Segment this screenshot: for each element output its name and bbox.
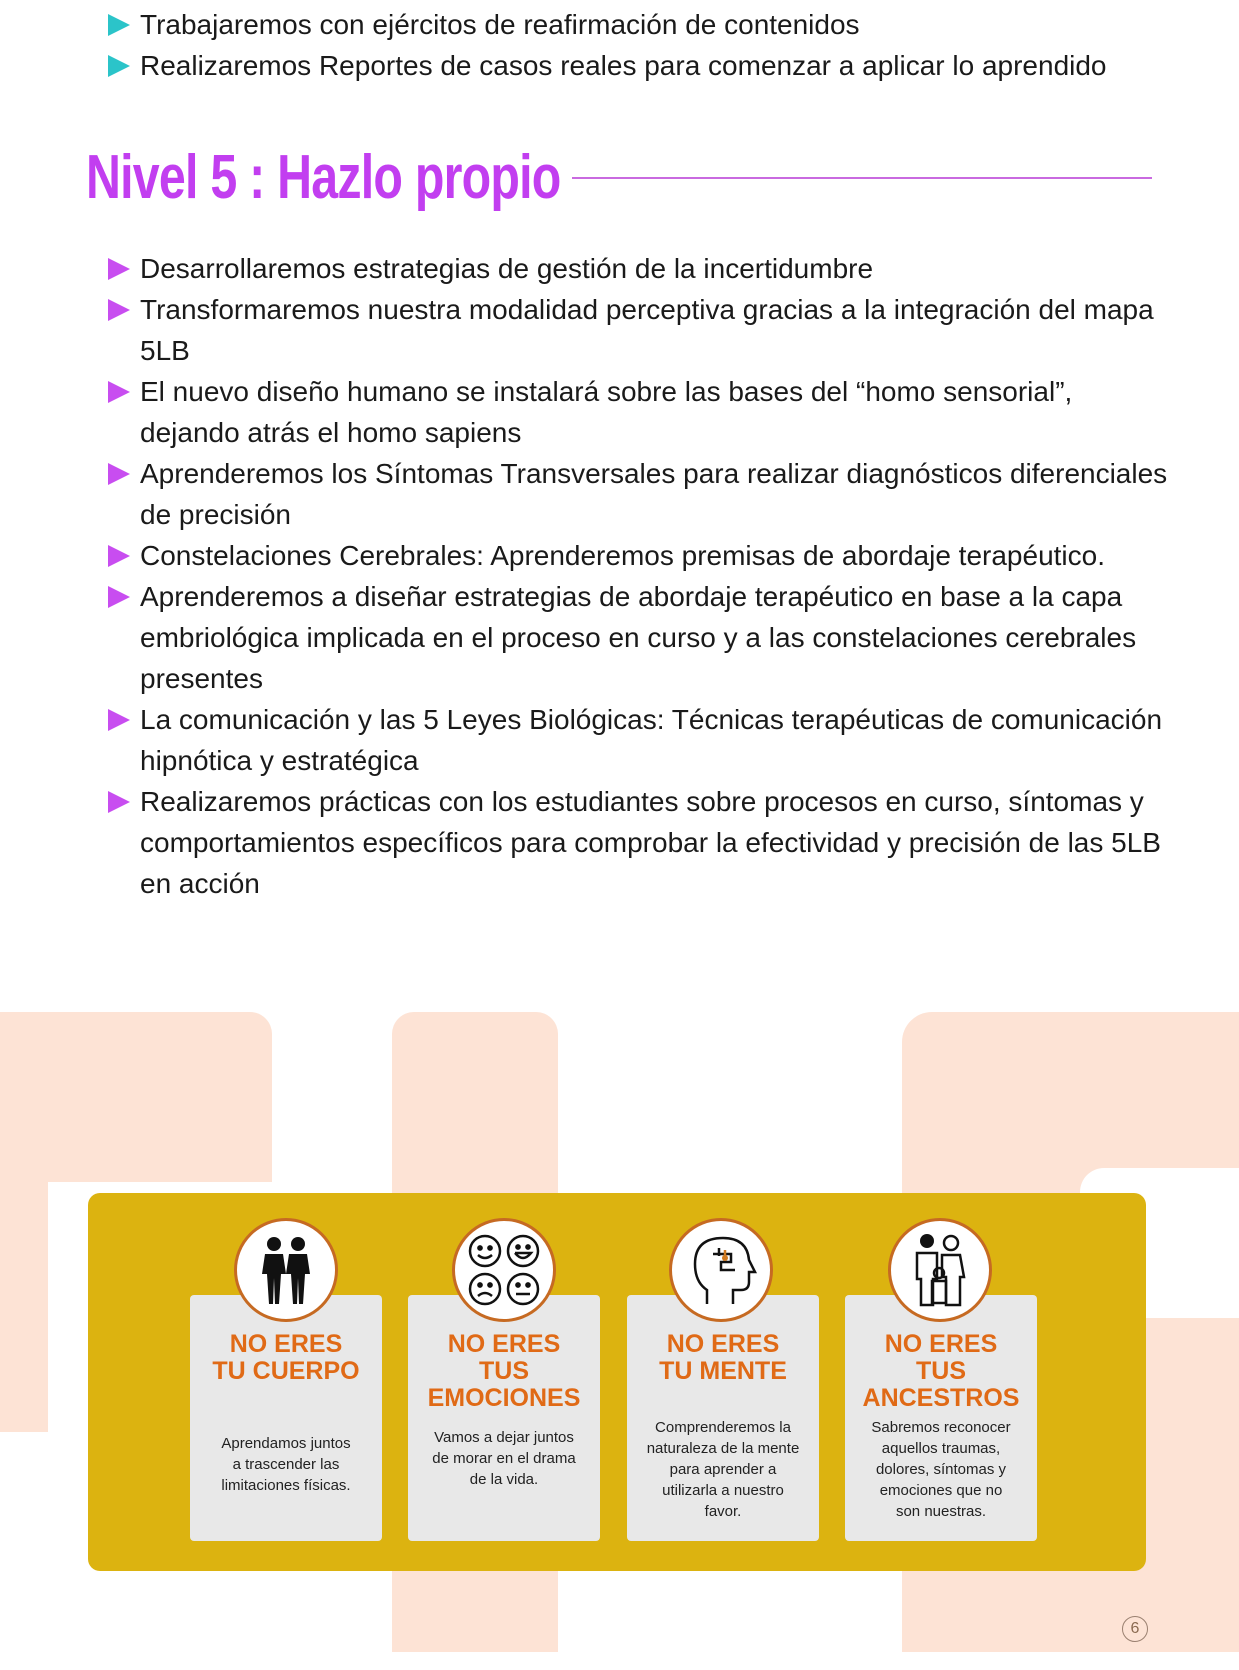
list-item-text: Constelaciones Cerebrales: Aprenderemos premisas de abordaje terapéutico. xyxy=(140,540,1105,571)
card-title-line: NO ERES xyxy=(884,1330,998,1358)
bullet-triangle-icon xyxy=(108,381,130,403)
bullet-triangle-icon xyxy=(108,586,130,608)
card-description-line: son nuestras. xyxy=(895,1503,987,1520)
page-number: 6 xyxy=(1122,1616,1148,1642)
card-title-line: NO ERES xyxy=(229,1330,343,1358)
list-item xyxy=(108,576,1168,699)
card-description-line: Comprenderemos la xyxy=(655,1419,791,1436)
card-description-line: naturaleza de la mente xyxy=(646,1440,800,1457)
list-item-text: Aprenderemos a diseñar estrategias de abordaje terapéutico en base a la capa embriológica implicada en el proceso en curso y a las constelaciones cerebrales presentes xyxy=(140,581,1137,694)
card-title xyxy=(190,1331,382,1385)
card-description-line: Aprendamos juntos xyxy=(221,1435,351,1452)
card-description-line: Sabremos reconocer xyxy=(871,1419,1011,1436)
card-description xyxy=(200,1433,372,1496)
list-item-text: El nuevo diseño humano se instalará sobre las bases del “homo sensorial”, dejando atrás el homo sapiens xyxy=(140,376,1073,448)
card-description-line: aquellos traumas, xyxy=(881,1440,1001,1457)
card-description-line: limitaciones físicas. xyxy=(221,1477,351,1494)
list-item xyxy=(108,248,1168,289)
card-description-line: de morar en el drama xyxy=(432,1450,576,1467)
card-description-line: de la vida. xyxy=(469,1471,539,1488)
feature-card-body xyxy=(190,1295,382,1541)
card-title-line: TU MENTE xyxy=(659,1357,787,1385)
card-description xyxy=(418,1427,590,1490)
list-item xyxy=(108,4,1218,45)
card-description-line: dolores, síntomas y xyxy=(875,1461,1007,1478)
list-item xyxy=(108,289,1168,371)
card-title-line: NO ERES xyxy=(447,1330,561,1358)
list-item xyxy=(108,45,1218,86)
list-item-text: Realizaremos Reportes de casos reales para comenzar a aplicar lo aprendido xyxy=(140,50,1107,81)
card-title-line: TUS xyxy=(916,1357,966,1385)
list-item xyxy=(108,781,1168,904)
list-item-text: Realizaremos prácticas con los estudiantes sobre procesos en curso, síntomas y comportamientos específicos para comprobar la efectividad y precisión de las 5LB en acción xyxy=(140,786,1161,899)
feature-card-body xyxy=(845,1295,1037,1541)
list-item-text: Transformaremos nuestra modalidad perceptiva gracias a la integración del mapa 5LB xyxy=(140,294,1154,366)
section-heading: Nivel 5 : Hazlo propio xyxy=(86,143,561,212)
heading-divider xyxy=(572,177,1152,179)
card-title xyxy=(845,1331,1037,1412)
emotions-icon xyxy=(452,1218,556,1322)
card-description xyxy=(855,1417,1027,1522)
card-title-line: NO ERES xyxy=(666,1330,780,1358)
card-title-line: TU CUERPO xyxy=(212,1357,360,1385)
list-item-text: La comunicación y las 5 Leyes Biológicas: Técnicas terapéuticas de comunicación hipnótica y estratégica xyxy=(140,704,1163,776)
people-icon xyxy=(234,1218,338,1322)
card-description-line: a trascender las xyxy=(232,1456,340,1473)
list-item xyxy=(108,371,1168,453)
bullet-triangle-icon xyxy=(108,709,130,731)
top-bullet-list xyxy=(108,4,1218,86)
bullet-triangle-icon xyxy=(108,463,130,485)
family-icon xyxy=(888,1218,992,1322)
feature-card-body xyxy=(627,1295,819,1541)
card-description xyxy=(637,1417,809,1522)
bullet-triangle-icon xyxy=(108,545,130,567)
mind-icon xyxy=(669,1218,773,1322)
card-description-line: Vamos a dejar juntos xyxy=(434,1429,574,1446)
card-title-line: EMOCIONES xyxy=(427,1384,581,1412)
bullet-triangle-icon xyxy=(108,258,130,280)
list-item-text: Desarrollaremos estrategias de gestión de la incertidumbre xyxy=(140,253,874,284)
bullet-triangle-icon xyxy=(108,299,130,321)
background-letter-shape xyxy=(0,1012,48,1432)
bullet-triangle-icon xyxy=(108,791,130,813)
card-title-line: TUS xyxy=(479,1357,529,1385)
list-item xyxy=(108,699,1168,781)
list-item-text: Aprenderemos los Síntomas Transversales para realizar diagnósticos diferenciales de precisión xyxy=(140,458,1168,530)
card-description-line: utilizarla a nuestro xyxy=(662,1482,784,1499)
bullet-triangle-icon xyxy=(108,55,130,77)
list-item xyxy=(108,453,1168,535)
card-description-line: favor. xyxy=(704,1503,742,1520)
card-description-line: emociones que no xyxy=(879,1482,1003,1499)
card-description-line: para aprender a xyxy=(669,1461,777,1478)
card-title xyxy=(627,1331,819,1385)
list-item xyxy=(108,535,1168,576)
list-item-text: Trabajaremos con ejércitos de reafirmación de contenidos xyxy=(140,9,860,40)
bullet-triangle-icon xyxy=(108,14,130,36)
level-bullet-list xyxy=(108,248,1168,904)
card-title xyxy=(408,1331,600,1412)
card-title-line: ANCESTROS xyxy=(862,1384,1020,1412)
feature-card-body xyxy=(408,1295,600,1541)
